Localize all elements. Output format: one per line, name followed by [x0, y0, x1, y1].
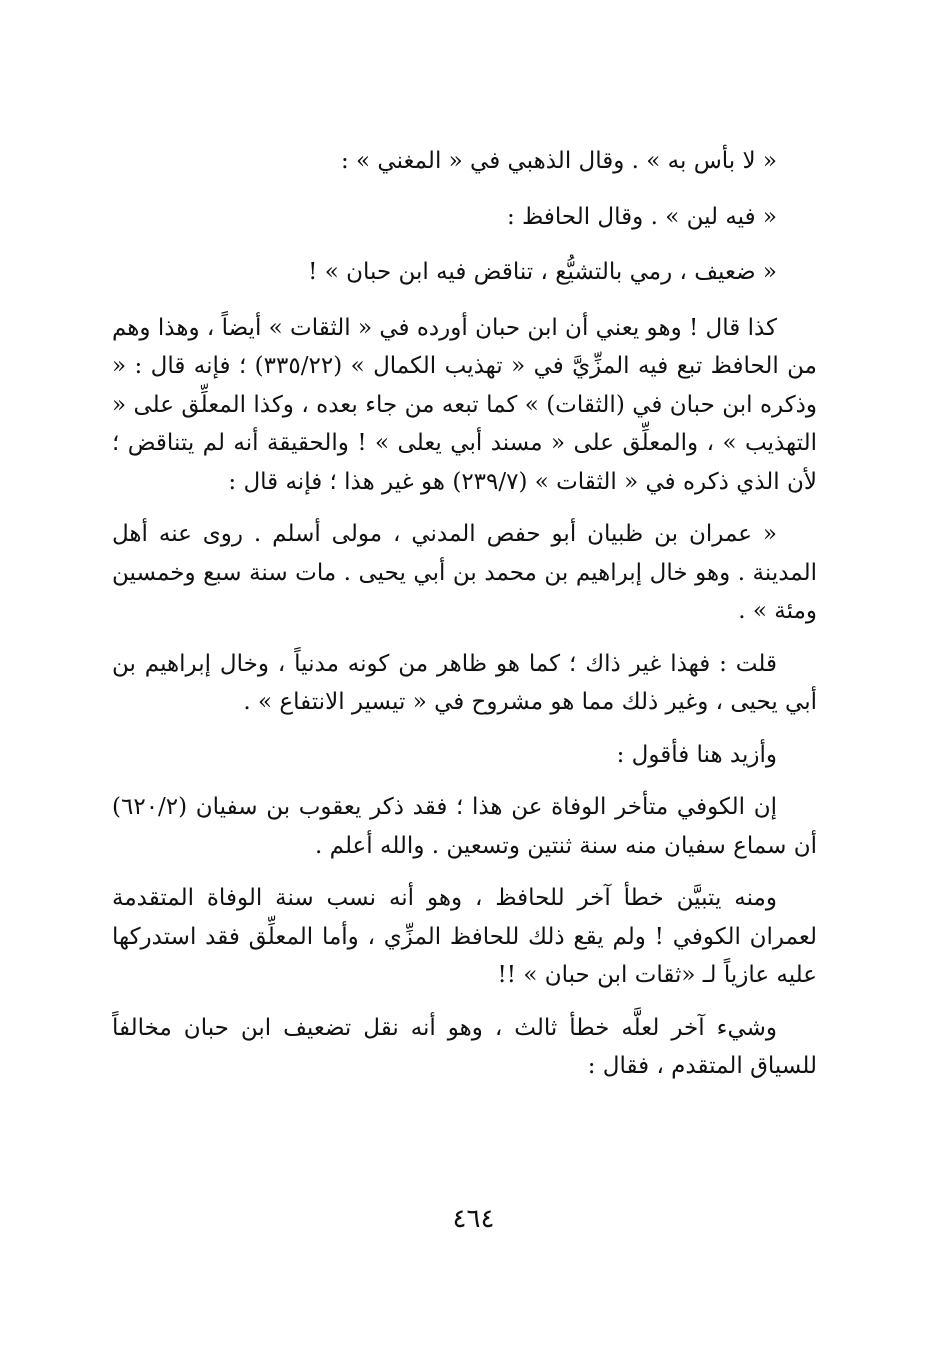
page-number: ٤٦٤ [452, 1204, 495, 1234]
paragraph-1: كذا قال ! وهو يعني أن ابن حبان أورده في « الثقات » أيضاً ، وهذا وهم من الحافظ تبع فيه المزِّيَّ في « تهذيب الكمال » (٣٣٥/٢٢) ؛ فإنه قال : « وذكره ابن حبان في (الثقات) » كما تبعه من جاء بعده ، وكذا المعلِّق على « التهذيب » ، والمعلِّق على « مسند أبي يعلى » ! والحقيقة أنه لم يتناقض ؛ لأن الذي ذكره في « الثقات » (٢٣٩/٧) هو غير هذا ؛ فإنه قال : [112, 314, 817, 495]
quote-line-2: « فيه لين » . وقال الحافظ : [506, 203, 777, 230]
paragraph-7: وشيء آخر لعلَّه خطأ ثالث ، وهو أنه نقل تضعيف ابن حبان مخالفاً للسياق المتقدم ، فقال : [112, 1014, 817, 1079]
body-text [112, 142, 817, 1100]
paragraph-2: « عمران بن ظبيان أبو حفص المدني ، مولى أسلم . روى عنه أهل المدينة . وهو خال إبراهيم بن محمد بن أبي يحيى . مات سنة سبع وخمسين ومئة » . [112, 521, 817, 624]
quote-line-3: « ضعيف ، رمي بالتشيُّع ، تناقض فيه ابن حبان » ! [308, 259, 777, 285]
quote-line-1: « لا بأس به » . وقال الذهبي في « المغني » : [340, 148, 777, 174]
paragraph-4: وأزيد هنا فأقول : [616, 741, 777, 768]
paragraph-6: ومنه يتبيَّن خطأ آخر للحافظ ، وهو أنه نسب سنة الوفاة المتقدمة لعمران الكوفي ! ولم يقع ذلك للحافظ المزِّي ، وأما المعلِّق فقد استدركها عليه عازياً لـ «ثقات ابن حبان » !! [112, 885, 817, 988]
paragraph-3: قلت : فهذا غير ذاك ؛ كما هو ظاهر من كونه مدنياً ، وخال إبراهيم بن أبي يحيى ، وغير ذلك مما هو مشروح في « تيسير الانتفاع » . [112, 650, 817, 715]
paragraph-5: إن الكوفي متأخر الوفاة عن هذا ؛ فقد ذكر يعقوب بن سفيان (٦٢٠/٢) أن سماع سفيان منه سنة ثنتين وتسعين . والله أعلم . [112, 794, 817, 859]
